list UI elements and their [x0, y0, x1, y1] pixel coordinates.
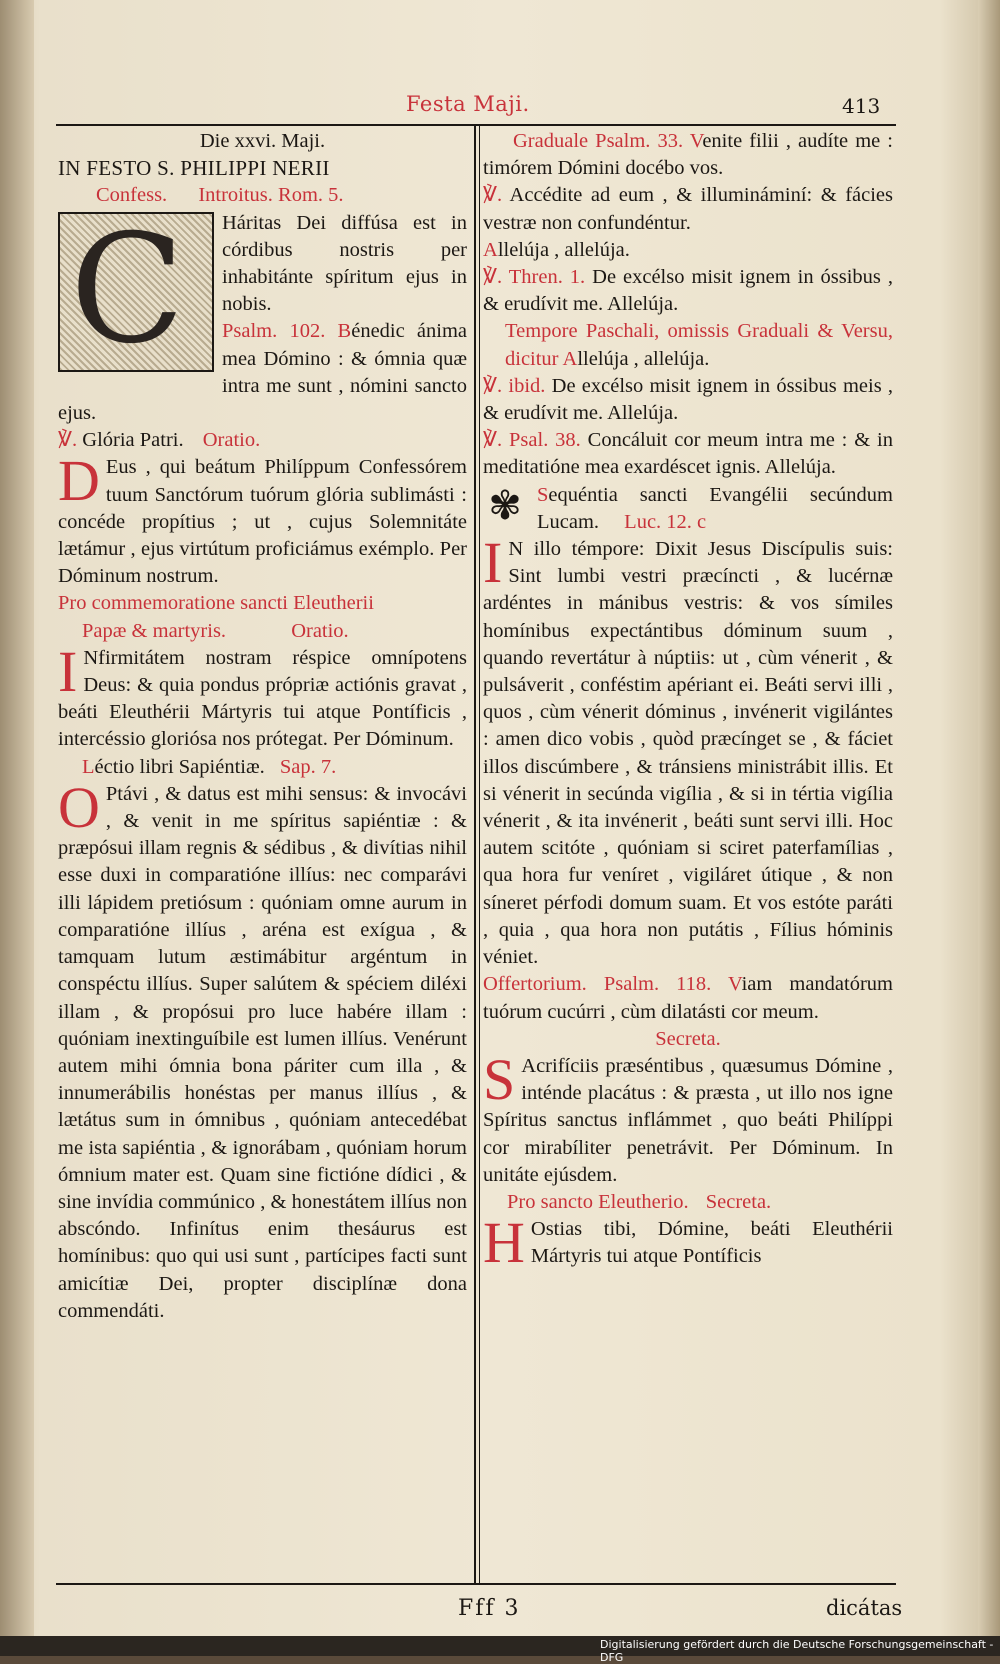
- lectio-text: Ptávi , & datus est mihi sensus: & invocávi , & venit in me spíritus sapiéntiæ : & præpósui illam regnis & sédibus , & divítias nihil esse duxi in comparatióne illíus: nec comparávi illi lápidem pretiósum : quóniam omne aurum in comparatióne illíus , aréna est exígua , & tamquam lutum æstimábitur argéntum in conspéctu illíus. Super salútem & spéciem diléxi illam , & propósui pro luce habére illam : quóniam inextinguíbile est lumen illíus. Venérunt autem mihi ómnia bona páriter cum illa , & innumerábilis honéstas per manus illíus , & lætátus sum in ómnibus , quóniam antecedébat me ista sapiéntia , & ignorábam , quóniam horum ómnium mater est. Quam sine fictióne dídici , & sine invídia commúnico , & honestátem illíus non abscóndo. Infinítus enim thesáurus est homínibus: quo qui usi sunt , partícipes facti sunt amicítiæ Dei, propter disciplínæ dona commendáti.: [58, 782, 467, 1322]
- digitization-credit: Digitalisierung gefördert durch die Deutsche Forschungsgemeinschaft - DFG: [600, 1638, 994, 1664]
- oratio2-text: Nfirmitátem nostram réspice omnípotens Deus: & quia pondus própriæ actiónis gravat , beáti Eleuthérii Mártyris tui atque Pontíficis , intercéssio gloriósa nos prótegat. Per Dóminum.: [58, 646, 467, 751]
- graduale-line: [483, 128, 893, 182]
- alleluia-initial: A: [483, 238, 498, 261]
- catchword: dicátas: [826, 1596, 903, 1620]
- sequentia-text: equéntia sancti Evangélii secúndum Lucam.: [537, 483, 893, 533]
- secreta-title: Secreta.: [655, 1027, 721, 1050]
- feast-date: Die xxvi. Maji.: [199, 130, 326, 152]
- versicle-3-text: De excélso misit ignem in óssibus meis , & erudívit me. Allelúja.: [483, 374, 894, 425]
- introit-label: Introitus. Rom. 5.: [198, 184, 344, 207]
- eleutherio-secreta: Secreta.: [705, 1190, 772, 1213]
- binding-gutter: [0, 0, 34, 1656]
- gloria-text: Glória Patri.: [82, 429, 184, 452]
- eleutherio-text: Ostias tibi, Dómine, beáti Eleuthérii Mártyris tui atque Pontíficis: [530, 1218, 893, 1268]
- eleutherio-label: Pro sancto Eleutherio.: [507, 1190, 689, 1213]
- page-edge: [978, 0, 1000, 1656]
- bottom-rule: [56, 1583, 896, 1585]
- right-column: [483, 128, 894, 1276]
- versicle-2-text: De excélso misit ignem in óssibus , & erudívit me. Allelúja.: [483, 266, 893, 316]
- graduale-initial: V: [689, 130, 703, 152]
- initial-letter: C: [70, 202, 185, 377]
- graduale-text: enite filii , audíte me : timórem Dómini docébo vos.: [483, 130, 893, 180]
- offertorium-text: iam mandatórum tuórum cucúrri , cùm dilatásti cor meum.: [483, 973, 893, 1023]
- commemoration-title: Pro commemoratione sancti Eleutherii: [58, 592, 374, 615]
- versicle-1: [483, 182, 893, 236]
- tempore-rest: llelúja , allelúja.: [577, 347, 710, 370]
- versicle-3-label: ibid.: [508, 374, 546, 397]
- sequentia-ref: Luc. 12. c: [624, 510, 707, 533]
- tempore-paschali: [483, 318, 893, 372]
- versicle-4-label: Psal. 38.: [509, 429, 581, 452]
- oratio2-label: Oratio.: [291, 619, 349, 642]
- secreta-text: Acrifíciis præséntibus , quæsumus Dómine , inténde placátus : & præsta , ut illo nos igne Spíritus sanctus inflámmet , quo beáti Philíppi cor mirabíliter penetrávit. Per Dóminum. In unitáte ejúsdem.: [483, 1054, 893, 1186]
- versicle-4: [483, 427, 893, 481]
- versicle-3: [483, 373, 893, 427]
- versicle-2-label: Thren. 1.: [508, 266, 586, 289]
- versicle-icon: ℣.: [483, 374, 503, 397]
- left-column: [58, 128, 467, 1325]
- oratio-dropcap: D: [58, 448, 100, 514]
- gospel-dropcap: I: [483, 530, 503, 596]
- psalm-text: énedic ánima mea Dómino : & ómnia quæ intra me sunt , nómini sancto ejus.: [58, 320, 467, 425]
- versicle-icon: ℣.: [483, 429, 503, 452]
- confess-label: Confess.: [96, 184, 168, 207]
- running-head: Festa Maji.: [406, 92, 530, 116]
- alleluia-text: llelúja , allelúja.: [497, 238, 630, 261]
- column-divider: [474, 124, 476, 1584]
- ornamented-initial: [58, 202, 214, 377]
- versicle-icon: ℣.: [58, 429, 78, 452]
- versicle-1-text: Accédite ad eum , & illumináminí: & fácies vestræ non confundéntur.: [483, 184, 894, 234]
- top-rule: [56, 124, 896, 126]
- versicle-icon: ℣.: [483, 266, 503, 289]
- sequentia-initial: S: [537, 483, 549, 506]
- lectio-title: éctio libri Sapiéntiæ.: [94, 755, 265, 778]
- offertorium-initial: V: [728, 973, 742, 996]
- commemoration-subtitle: [58, 618, 467, 645]
- psalm-initial: B: [337, 320, 352, 343]
- lectio-heading: [58, 754, 467, 781]
- oratio-label: Oratio.: [202, 429, 261, 452]
- signature-mark: Fff 3: [458, 1596, 521, 1621]
- oratio-text: Eus , qui beátum Philíppum Confessórem tuum Sanctórum tuórum glória sublimásti : concéde propítius ; ut , cujus Solemnitáte lætámur , ejus virtútum proficiámus exémplo. Per Dóminum nostrum.: [58, 456, 467, 588]
- lectio-ref: Sap. 7.: [279, 755, 337, 778]
- graduale-label: Graduale Psalm. 33.: [513, 130, 684, 152]
- column-divider-inner: [479, 124, 480, 1584]
- versicle-4-text: Concáluit cor meum intra me : & in meditatióne mea exardéscet ignis. Allelúja.: [483, 429, 893, 479]
- tempore-initial: A: [562, 347, 578, 370]
- eleutherio-dropcap: H: [483, 1210, 525, 1276]
- lectio-initial: L: [82, 755, 95, 778]
- versicle-icon: ℣.: [483, 184, 503, 207]
- flower-ornament-icon: ✾: [488, 482, 522, 528]
- versicle-2: [483, 264, 893, 318]
- gospel-text: N illo témpore: Dixit Jesus Discípulis suis: Sint lumbi vestri præcíncti , & lucérnæ ardéntes in mánibus vestris: & vos símiles homínibus expectántibus dóminum suum , quando revertátur à núptiis: ut , cùm vénerit , & pulsáverit , conféstim apériant ei. Beáti servi illi , quos , cùm vénerit dóminus , invénerit vigilántes : amen dico vobis , quòd præcínget se , & fáciet illos discúmbere , & tránsiens ministrábit illis. Et si vénerit in secúnda vigília , & si in tértia vigília vénerit , & ita invénerit , beáti sunt servi illi. Hoc autem scitóte , quóniam si sciret paterfamílias , qua hora fur veníret , vigiláret útique , & non síneret pérfodi domum suam. Et vos estóte paráti , quia , qua hora non putátis , Fílius hóminis véniet.: [483, 538, 893, 969]
- page-number: 413: [842, 94, 881, 118]
- tempore-text: Tempore Paschali, omissis Graduali & Versu, dicitur: [505, 320, 893, 370]
- feast-title: IN FESTO S. PHILIPPI NERII: [58, 156, 330, 181]
- commemoration-sub: Papæ & martyris.: [82, 619, 227, 642]
- lectio-dropcap: O: [58, 774, 100, 840]
- gloria-line: [58, 427, 467, 454]
- oratio2-dropcap: I: [58, 638, 78, 704]
- offertorium-line: [483, 971, 893, 1025]
- offertorium-label: Offertorium. Psalm. 118.: [483, 973, 712, 996]
- sequentia-heading: [483, 482, 893, 536]
- secreta-dropcap: S: [483, 1046, 516, 1112]
- eleutherio-heading: [483, 1189, 893, 1216]
- alleluia-line: [483, 237, 893, 264]
- introit-text: Háritas Dei diffúsa est in córdibus nostris per inhabitánte spíritum ejus in nobis.: [222, 211, 467, 316]
- psalm-label: Psalm. 102.: [222, 320, 326, 343]
